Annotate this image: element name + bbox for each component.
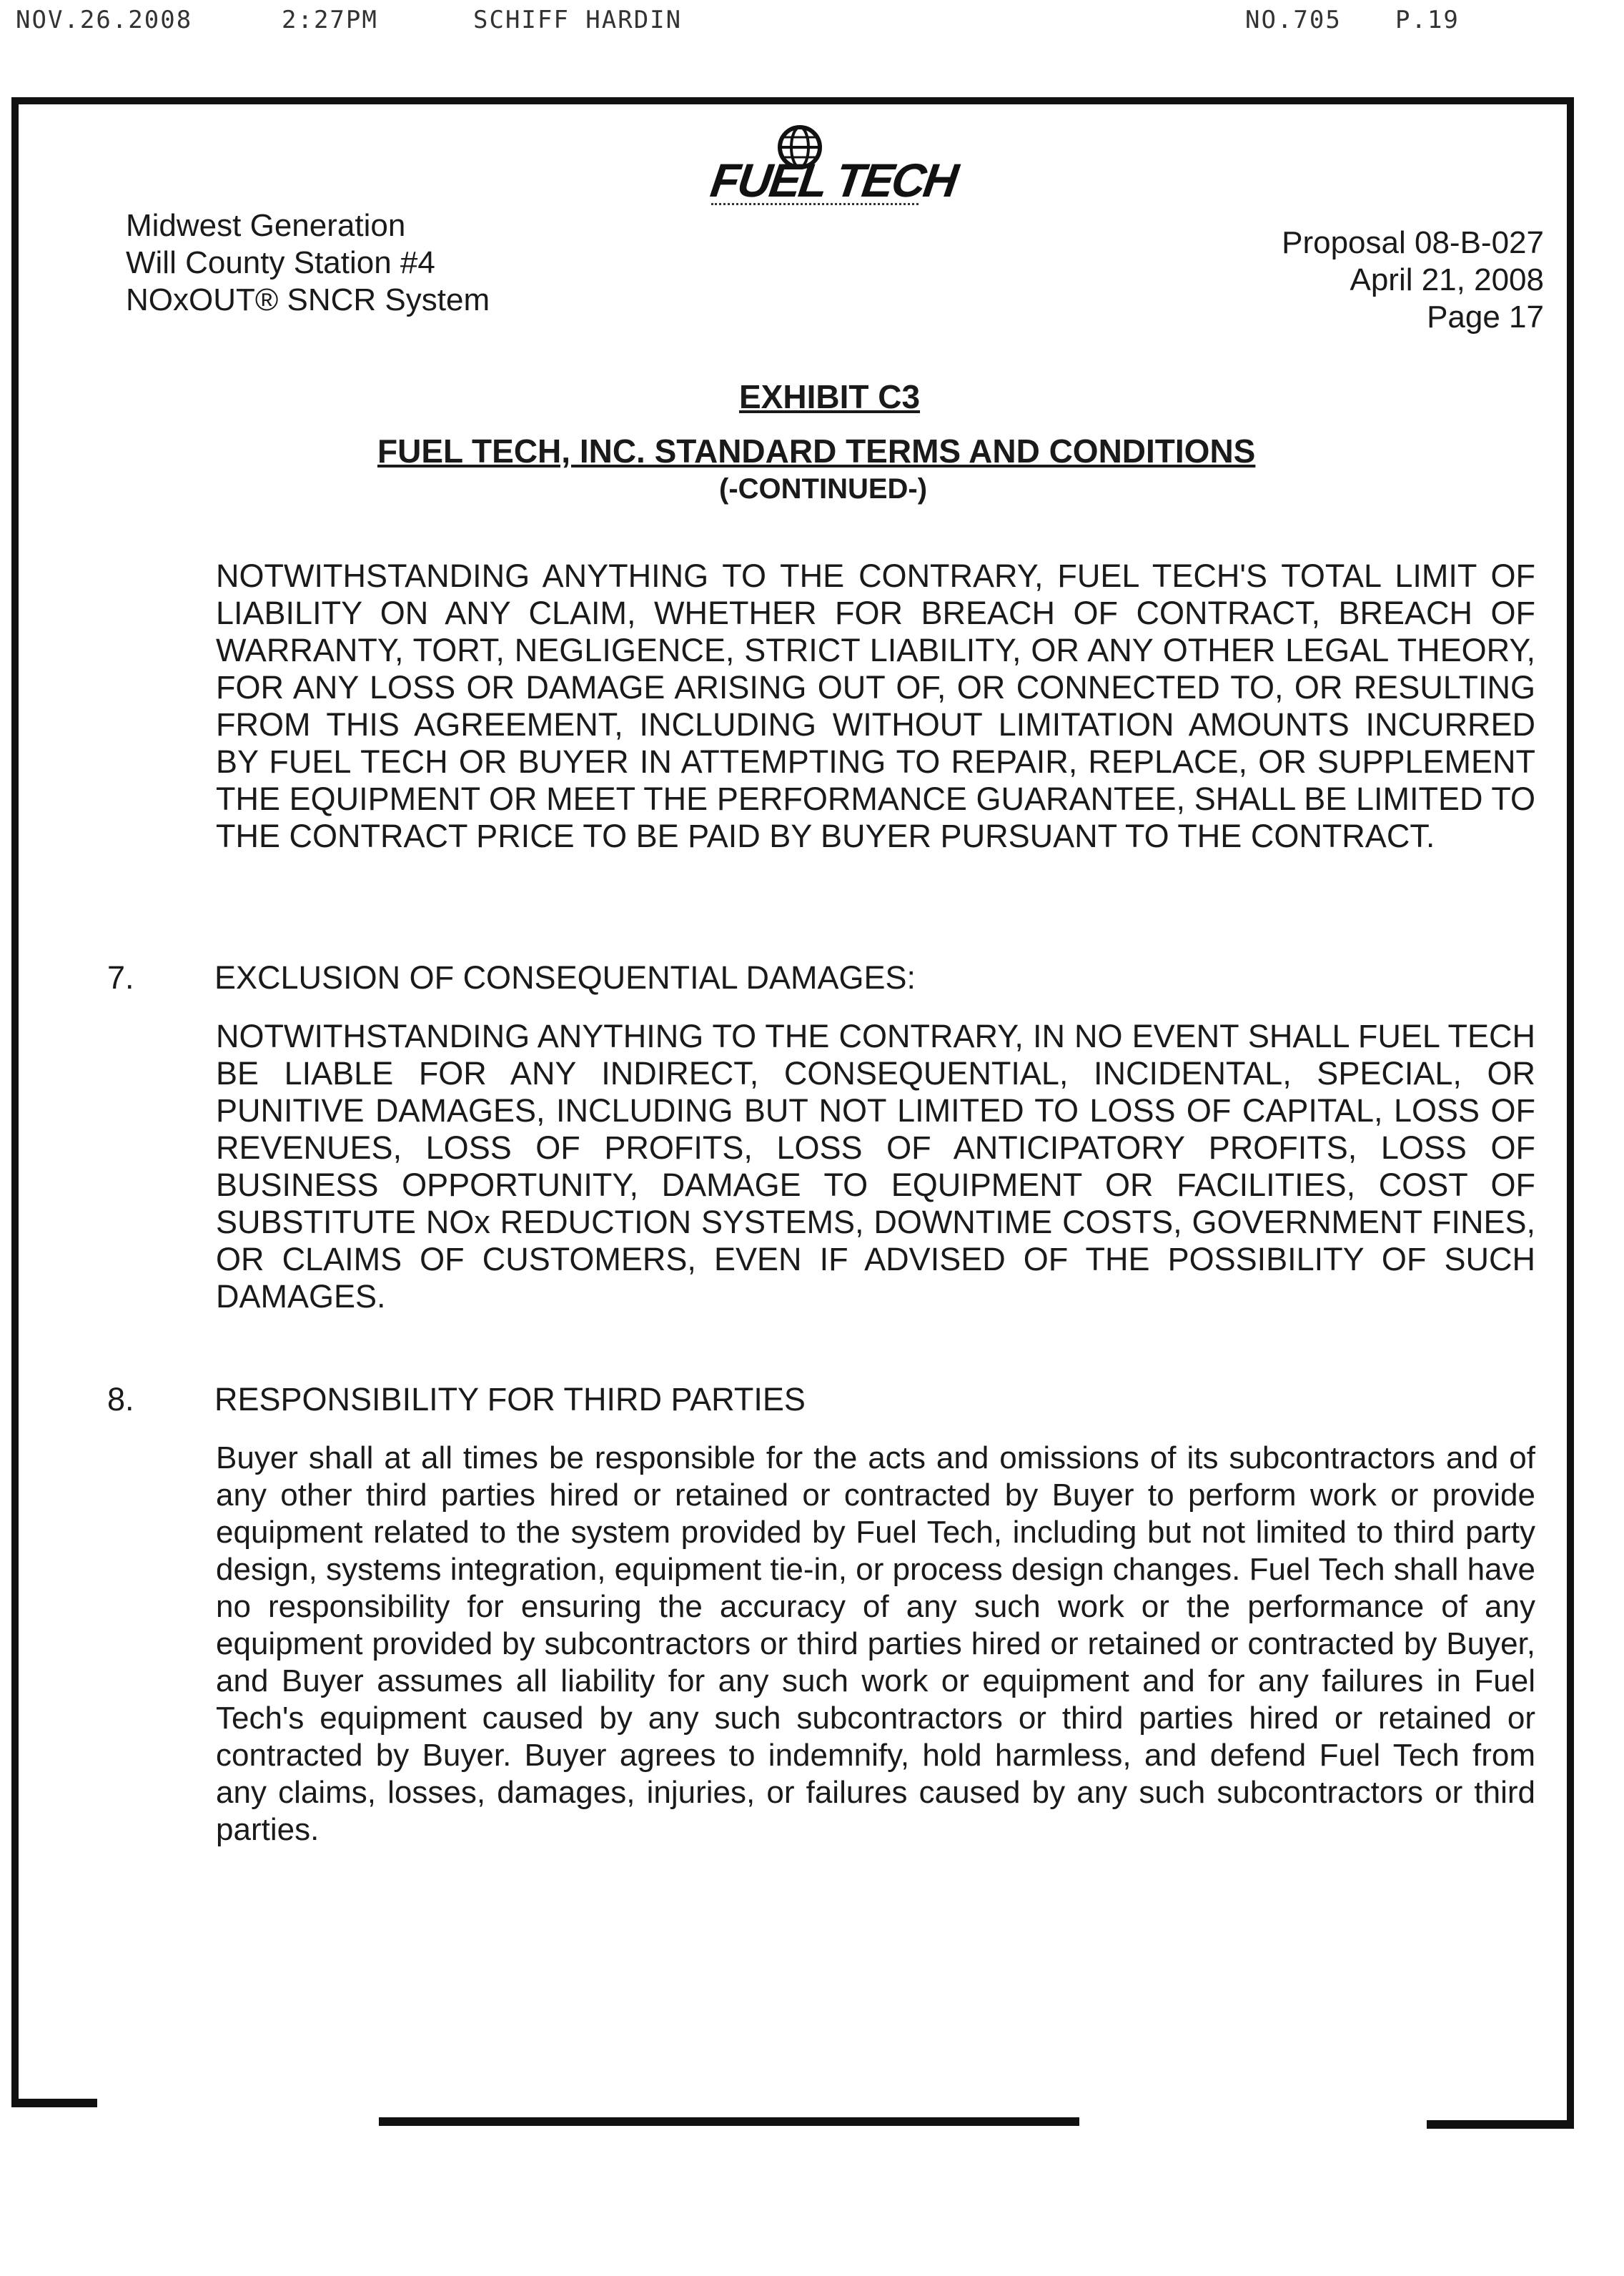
fax-date: NOV.26.2008 <box>16 6 193 34</box>
logo-tagline <box>711 203 919 211</box>
client-name: Midwest Generation <box>126 208 406 243</box>
fax-number: NO.705 <box>1245 6 1342 34</box>
client-info <box>126 207 490 319</box>
section-7-body: NOTWITHSTANDING ANYTHING TO THE CONTRARY, IN NO EVENT SHALL FUEL TECH BE LIABLE FOR ANY INDIRECT, CONSEQUENTIAL, INCIDENTAL, SPECIAL, OR PUNITIVE DAMAGES, INCLUDING BUT NOT LIMITED TO LOSS OF CAPITAL, LOSS OF REVENUES, LOSS OF PROFITS, LOSS OF ANTICIPATORY PROFITS, LOSS OF BUSINESS OPPORTUNITY, DAMAGE TO EQUIPMENT OR FACILITIES, COST OF SUBSTITUTE NOx REDUCTION SYSTEMS, DOWNTIME COSTS, GOVERNMENT FINES, OR CLAIMS OF CUSTOMERS, EVEN IF ADVISED OF THE POSSIBILITY OF SUCH DAMAGES. <box>216 1018 1535 1315</box>
exhibit-title: EXHIBIT C3 <box>739 378 921 415</box>
proposal-number: Proposal 08-B-027 <box>1282 225 1544 260</box>
section-7-title: EXCLUSION OF CONSEQUENTIAL DAMAGES: <box>214 959 916 996</box>
page-frame-right <box>1567 97 1574 2127</box>
logo-wordmark: FUEL TECH <box>707 154 960 207</box>
continued-label: (-CONTINUED-) <box>719 473 928 505</box>
page-frame-left <box>11 97 19 2106</box>
fax-header <box>16 6 1481 34</box>
section-8-number: 8. <box>107 1381 134 1417</box>
section-8-title: RESPONSIBILITY FOR THIRD PARTIES <box>214 1381 806 1417</box>
page-frame-top <box>11 97 1574 104</box>
proposal-info <box>1282 224 1544 336</box>
page-frame-bottom-mid <box>379 2117 1079 2126</box>
terms-title: FUEL TECH, INC. STANDARD TERMS AND CONDITIONS <box>377 432 1256 470</box>
proposal-date: April 21, 2008 <box>1350 262 1544 297</box>
page-frame-bottom-left <box>11 2099 97 2107</box>
section-7-number: 7. <box>107 959 134 996</box>
station-name: Will County Station #4 <box>126 245 435 280</box>
fax-sender: SCHIFF HARDIN <box>473 6 683 34</box>
fax-page: P.19 <box>1395 6 1460 34</box>
liability-limit-paragraph: NOTWITHSTANDING ANYTHING TO THE CONTRARY, FUEL TECH'S TOTAL LIMIT OF LIABILITY ON ANY CLAIM, WHETHER FOR BREACH OF CONTRACT, BREACH OF WARRANTY, TORT, NEGLIGENCE, STRICT LIABILITY, OR ANY OTHER LEGAL THEORY, FOR ANY LOSS OR DAMAGE ARISING OUT OF, OR CONNECTED TO, OR RESULTING FROM THIS AGREEMENT, INCLUDING WITHOUT LIMITATION AMOUNTS INCURRED BY FUEL TECH OR BUYER IN ATTEMPTING TO REPAIR, REPLACE, OR SUPPLEMENT THE EQUIPMENT OR MEET THE PERFORMANCE GUARANTEE, SHALL BE LIMITED TO THE CONTRACT PRICE TO BE PAID BY BUYER PURSUANT TO THE CONTRACT. <box>216 558 1535 854</box>
fax-time: 2:27PM <box>282 6 378 34</box>
page-number: Page 17 <box>1427 300 1544 335</box>
section-8-body: Buyer shall at all times be responsible for the acts and omissions of its subcontractors and of any other third parties hired or retained or contracted by Buyer to perform work or provide equipment related to the system provided by Fuel Tech, including but not limited to third party design, systems integration, equipment tie-in, or process design changes. Fuel Tech shall have no responsibility for ensuring the accuracy of any such work or the performance of any equipment provided by subcontractors or third parties hired or retained or contracted by Buyer, and Buyer assumes all liability for any such work or equipment and for any failures in Fuel Tech's equipment caused by any such subcontractors or third parties hired or retained or contracted by Buyer. Buyer agrees to indemnify, hold harmless, and defend Fuel Tech from any claims, losses, damages, injuries, or failures caused by any such subcontractors or third parties. <box>216 1440 1535 1847</box>
fuel-tech-logo <box>697 123 969 216</box>
page-frame-bottom-right <box>1427 2120 1574 2129</box>
system-name: NOxOUT® SNCR System <box>126 282 490 317</box>
